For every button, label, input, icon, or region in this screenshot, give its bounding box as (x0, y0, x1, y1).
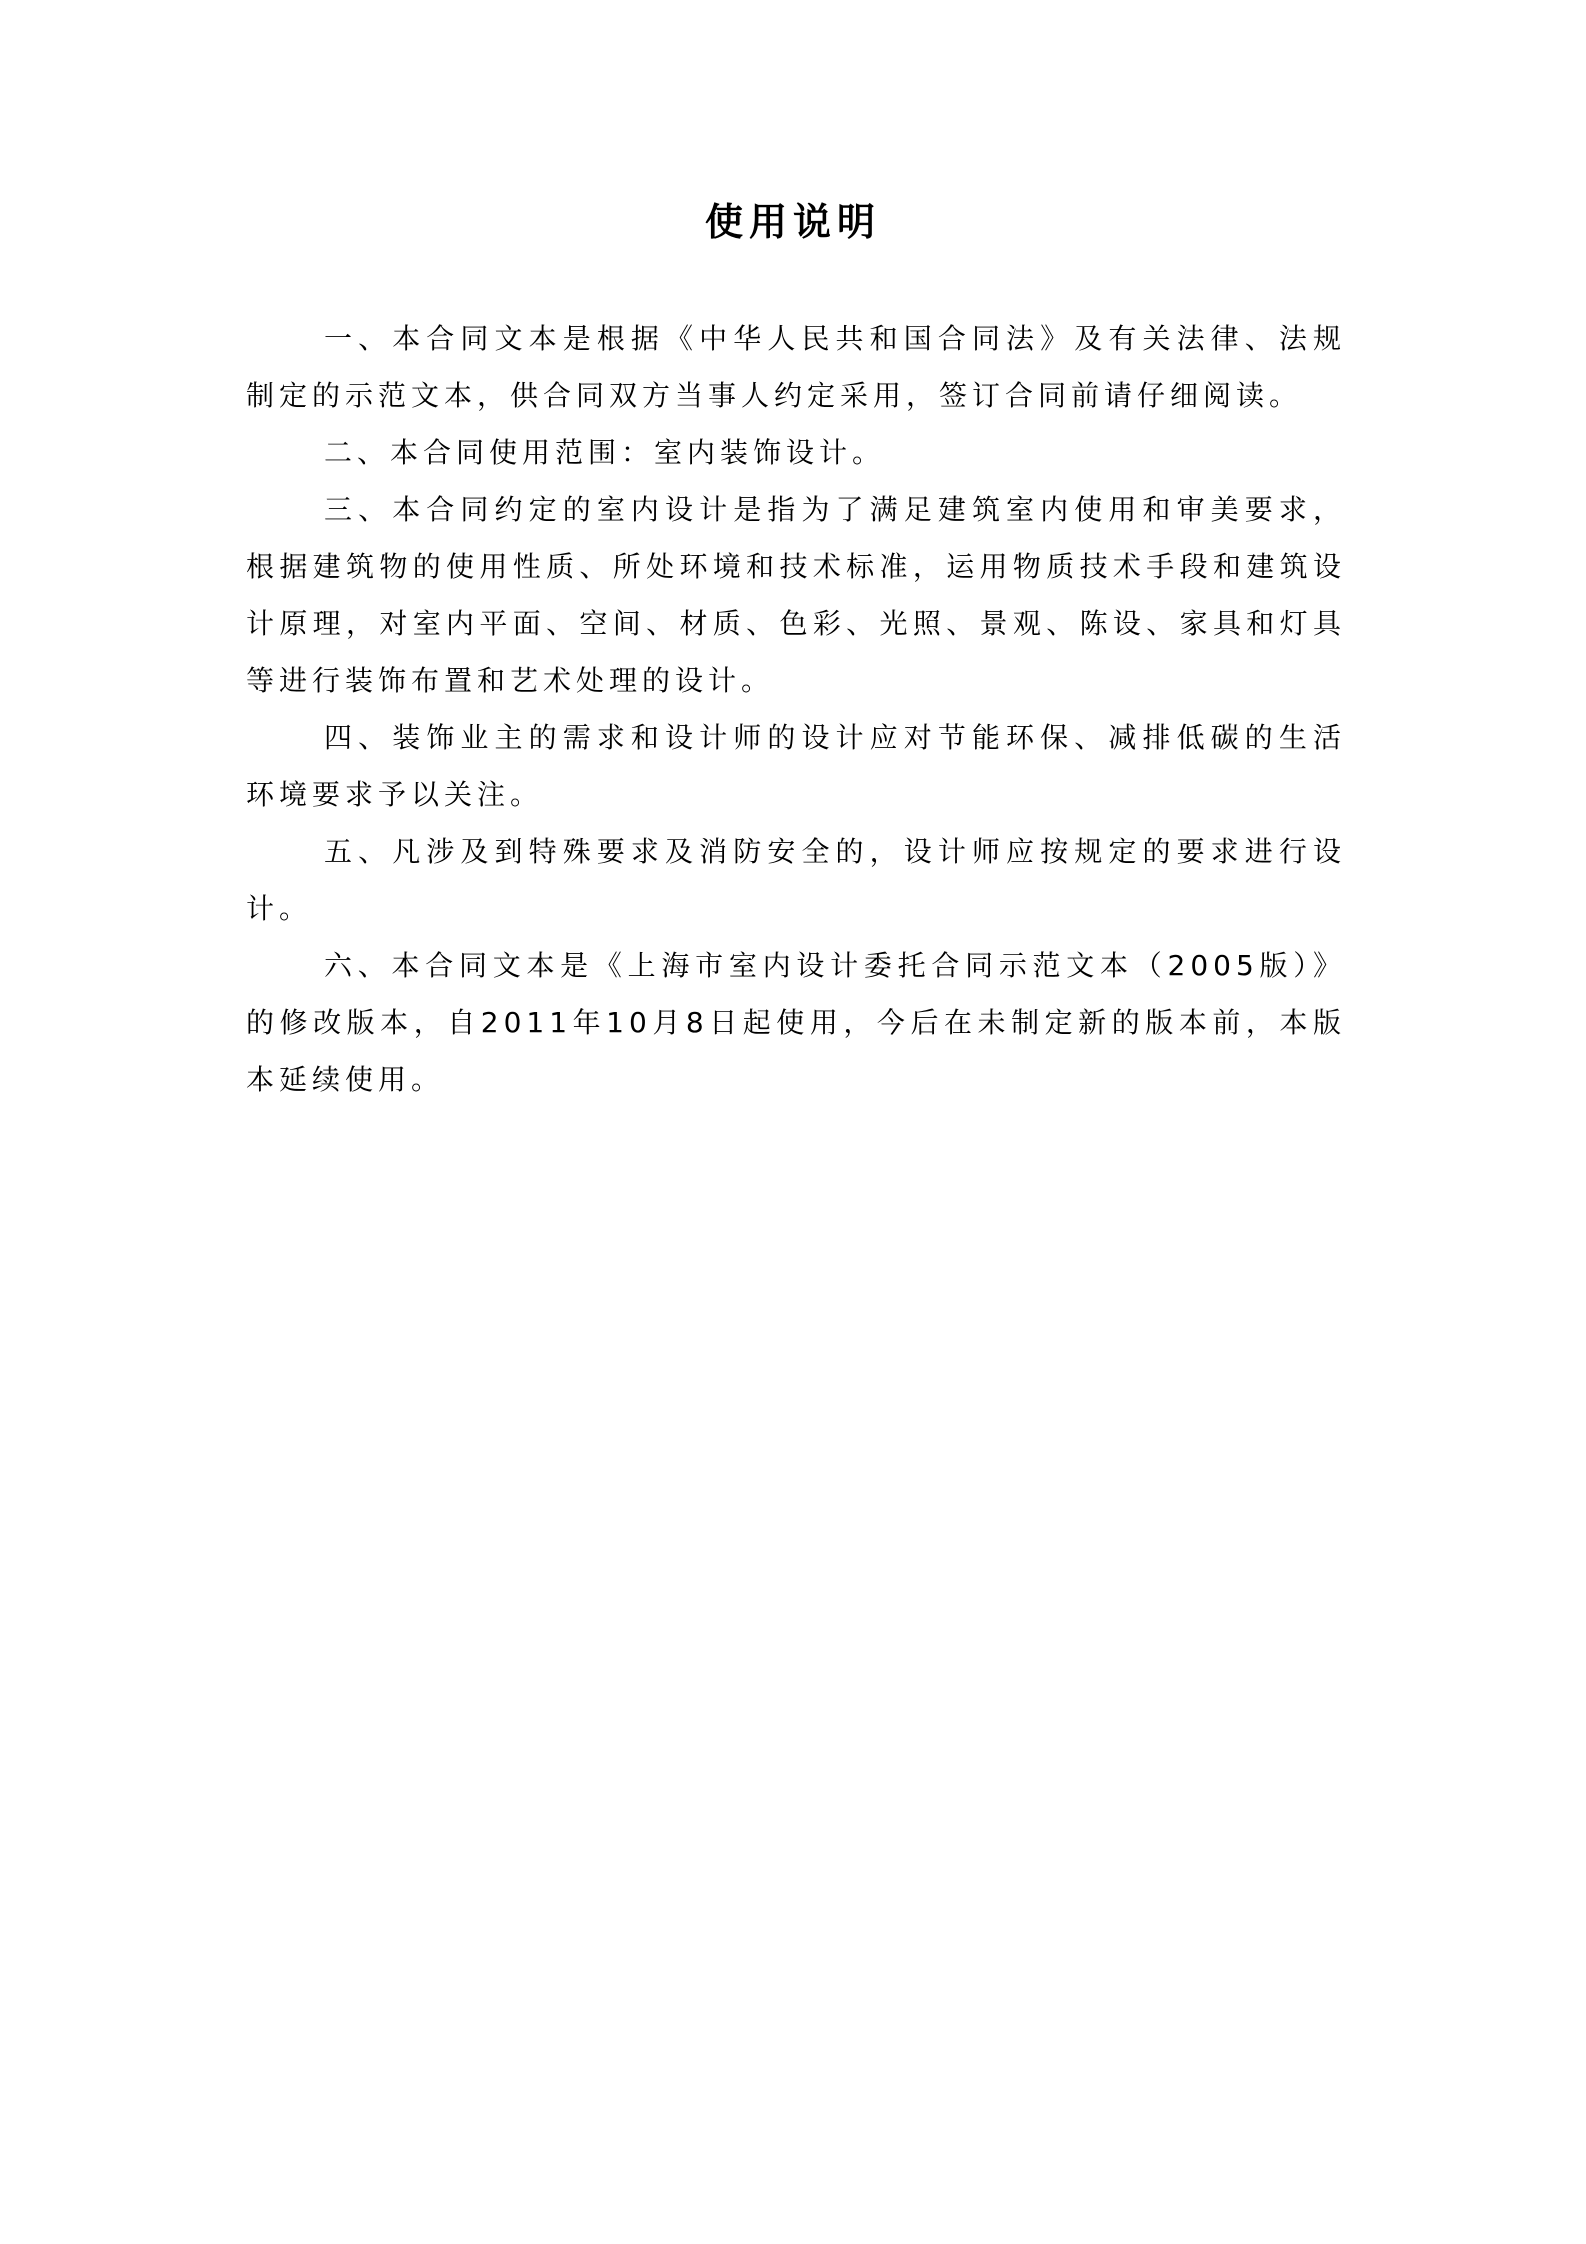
paragraph-1: 一、本合同文本是根据《中华人民共和国合同法》及有关法律、法规制定的示范文本，供合同双方当事人约定采用，签订合同前请仔细阅读。 (246, 322, 1346, 412)
document-body (246, 310, 1346, 1108)
paragraph-2: 二、本合同使用范围：室内装饰设计。 (324, 436, 886, 469)
paragraph-3: 三、本合同约定的室内设计是指为了满足建筑室内使用和审美要求，根据建筑物的使用性质、所处环境和技术标准，运用物质技术手段和建筑设计原理，对室内平面、空间、材质、色彩、光照、景观、陈设、家具和灯具等进行装饰布置和艺术处理的设计。 (246, 493, 1346, 697)
paragraph-5: 五、凡涉及到特殊要求及消防安全的，设计师应按规定的要求进行设计。 (246, 835, 1346, 925)
paragraph-4: 四、装饰业主的需求和设计师的设计应对节能环保、减排低碳的生活环境要求予以关注。 (246, 721, 1346, 811)
paragraph-6: 六、本合同文本是《上海市室内设计委托合同示范文本（2005版）》的修改版本，自2011年10月8日起使用，今后在未制定新的版本前，本版本延续使用。 (246, 949, 1346, 1096)
page-title: 使用说明 (704, 200, 881, 244)
